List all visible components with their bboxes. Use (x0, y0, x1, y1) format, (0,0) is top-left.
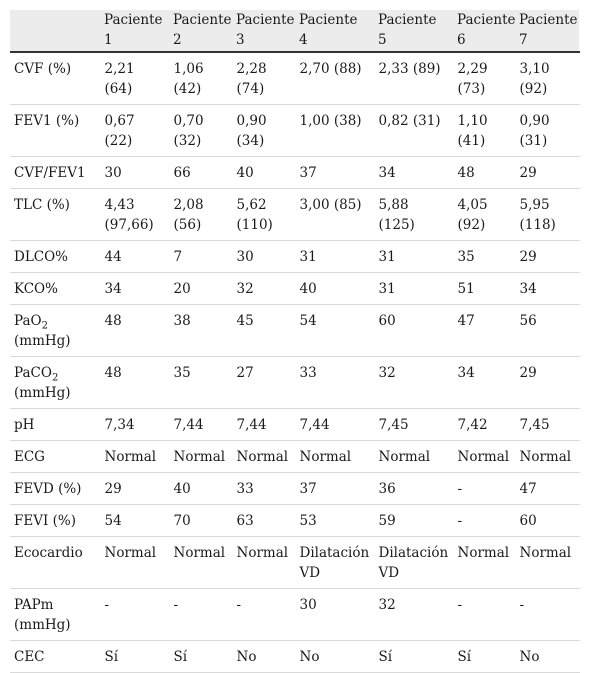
row-label: FEVD (%) (10, 473, 100, 505)
table-cell: 5,62 (110) (232, 189, 295, 241)
table-cell: 0,70 (32) (169, 105, 232, 157)
table-cell: - (515, 589, 579, 641)
table-cell: 2,29 (73) (453, 52, 515, 105)
table-cell: 44 (100, 241, 169, 273)
table-cell: 31 (295, 241, 374, 273)
table-cell: 3,00 (85) (295, 189, 374, 241)
table-cell: 29 (515, 241, 579, 273)
table-cell: Normal (515, 441, 579, 473)
table-cell: 40 (169, 473, 232, 505)
header-cell-paciente-1: Paciente 1 (100, 10, 169, 52)
table-cell: 59 (374, 505, 453, 537)
row-label: PAPm (mmHg) (10, 589, 100, 641)
row-label: KCO% (10, 273, 100, 305)
table-cell: 54 (100, 505, 169, 537)
table-row (10, 505, 579, 537)
table-cell: 32 (232, 273, 295, 305)
table-cell: 54 (295, 305, 374, 357)
header-cell-paciente-5: Paciente 5 (374, 10, 453, 52)
table-cell: Normal (232, 441, 295, 473)
table-cell: 7,45 (515, 409, 579, 441)
header-cell-corner (10, 10, 100, 52)
table-cell: 51 (453, 273, 515, 305)
table-row (10, 409, 579, 441)
table-cell: 2,70 (88) (295, 52, 374, 105)
header-cell-paciente-7: Paciente 7 (515, 10, 579, 52)
table-cell: Normal (453, 441, 515, 473)
table-cell: 53 (295, 505, 374, 537)
table-cell: 30 (100, 157, 169, 189)
table-cell: No (515, 641, 579, 673)
table-row (10, 305, 579, 357)
table-cell: 1,00 (38) (295, 105, 374, 157)
table-cell: Normal (453, 537, 515, 589)
table-cell: 27 (232, 357, 295, 409)
row-label: DLCO% (10, 241, 100, 273)
table-cell: Normal (374, 441, 453, 473)
table-cell: 32 (374, 357, 453, 409)
header-cell-paciente-4: Paciente 4 (295, 10, 374, 52)
row-label: CEC (10, 641, 100, 673)
table-cell: Sí (100, 641, 169, 673)
table-cell: 35 (453, 241, 515, 273)
table-row (10, 537, 579, 589)
table-cell: 0,67 (22) (100, 105, 169, 157)
table-row (10, 357, 579, 409)
table-cell: 4,43 (97,66) (100, 189, 169, 241)
table-cell: 48 (453, 157, 515, 189)
table-cell: 34 (515, 273, 579, 305)
table-cell: - (453, 473, 515, 505)
table-cell: 56 (515, 305, 579, 357)
table-cell: - (169, 589, 232, 641)
table-cell: 2,21 (64) (100, 52, 169, 105)
row-label: pH (10, 409, 100, 441)
table-cell: - (453, 589, 515, 641)
table-cell: 40 (232, 157, 295, 189)
table-cell: 0,90 (31) (515, 105, 579, 157)
table-cell: No (232, 641, 295, 673)
row-label-main: PaO (14, 313, 42, 329)
table-row (10, 105, 579, 157)
table-cell: 35 (169, 357, 232, 409)
table-cell: Dilatación VD (295, 537, 374, 589)
table-cell: 34 (453, 357, 515, 409)
table-cell: 48 (100, 305, 169, 357)
table-cell: 32 (374, 589, 453, 641)
table-cell: - (100, 589, 169, 641)
table-cell: 47 (515, 473, 579, 505)
table-cell: 20 (169, 273, 232, 305)
table-cell: 2,28 (74) (232, 52, 295, 105)
table-cell: 7 (169, 241, 232, 273)
table-cell: 40 (295, 273, 374, 305)
row-label: Ecocardio (10, 537, 100, 589)
table-cell: 48 (100, 357, 169, 409)
table-cell: 7,44 (232, 409, 295, 441)
row-label: ECG (10, 441, 100, 473)
table-cell: 31 (374, 273, 453, 305)
row-label-subscript: 2 (41, 320, 48, 332)
table-cell: 29 (100, 473, 169, 505)
row-label (10, 305, 100, 357)
table-cell: 1,10 (41) (453, 105, 515, 157)
table-cell: 34 (100, 273, 169, 305)
table-cell: 29 (515, 157, 579, 189)
header-cell-paciente-2: Paciente 2 (169, 10, 232, 52)
row-label-main: PaCO (14, 365, 52, 381)
table-cell: 38 (169, 305, 232, 357)
table-cell: 34 (374, 157, 453, 189)
table-cell: 0,90 (34) (232, 105, 295, 157)
table-cell: Normal (100, 537, 169, 589)
table-cell: 3,10 (92) (515, 52, 579, 105)
table-cell: 7,44 (295, 409, 374, 441)
table-cell: Dilatación VD (374, 537, 453, 589)
table-cell: 66 (169, 157, 232, 189)
row-label-unit: (mmHg) (14, 333, 71, 349)
row-label: TLC (%) (10, 189, 100, 241)
table-row (10, 157, 579, 189)
table-cell: 30 (295, 589, 374, 641)
table-cell: 37 (295, 473, 374, 505)
table-cell: 47 (453, 305, 515, 357)
table-cell: Sí (374, 641, 453, 673)
table-cell: 60 (515, 505, 579, 537)
table-cell: 2,33 (89) (374, 52, 453, 105)
table-row (10, 441, 579, 473)
table-cell: 33 (295, 357, 374, 409)
table-row (10, 52, 579, 105)
table-row (10, 241, 579, 273)
table-cell: Normal (515, 537, 579, 589)
patient-data-table (10, 10, 580, 673)
table-row (10, 189, 579, 241)
row-label: FEV1 (%) (10, 105, 100, 157)
table-cell: Sí (169, 641, 232, 673)
table-cell: Normal (295, 441, 374, 473)
table-cell: 31 (374, 241, 453, 273)
table-cell: 70 (169, 505, 232, 537)
row-label: CVF/FEV1 (10, 157, 100, 189)
table-cell: 4,05 (92) (453, 189, 515, 241)
table-row (10, 273, 579, 305)
table-cell: No (295, 641, 374, 673)
row-label-unit: (mmHg) (14, 385, 71, 401)
table-cell: 5,88 (125) (374, 189, 453, 241)
table-cell: 45 (232, 305, 295, 357)
row-label-subscript: 2 (51, 372, 59, 384)
table-cell: 60 (374, 305, 453, 357)
table-cell: 37 (295, 157, 374, 189)
table-cell: Sí (453, 641, 515, 673)
table-row (10, 473, 579, 505)
table-cell: 36 (374, 473, 453, 505)
table-cell: 5,95 (118) (515, 189, 579, 241)
table-cell: Normal (232, 537, 295, 589)
table-cell: Normal (100, 441, 169, 473)
table-cell: 63 (232, 505, 295, 537)
table-cell: 30 (232, 241, 295, 273)
table-cell: 7,45 (374, 409, 453, 441)
row-label: CVF (%) (10, 52, 100, 105)
table-cell: - (453, 505, 515, 537)
table-cell: Normal (169, 537, 232, 589)
header-cell-paciente-3: Paciente 3 (232, 10, 295, 52)
table-cell: 2,08 (56) (169, 189, 232, 241)
table-row (10, 589, 579, 641)
table-cell: 33 (232, 473, 295, 505)
row-label (10, 357, 100, 409)
table-cell: 29 (515, 357, 579, 409)
table-cell: 1,06 (42) (169, 52, 232, 105)
table-cell: 0,82 (31) (374, 105, 453, 157)
header-cell-paciente-6: Paciente 6 (453, 10, 515, 52)
table-cell: 7,34 (100, 409, 169, 441)
table-header-row (10, 10, 579, 52)
table-cell: - (232, 589, 295, 641)
table-cell: Normal (169, 441, 232, 473)
table-cell: 7,44 (169, 409, 232, 441)
table-cell: 7,42 (453, 409, 515, 441)
row-label: FEVI (%) (10, 505, 100, 537)
